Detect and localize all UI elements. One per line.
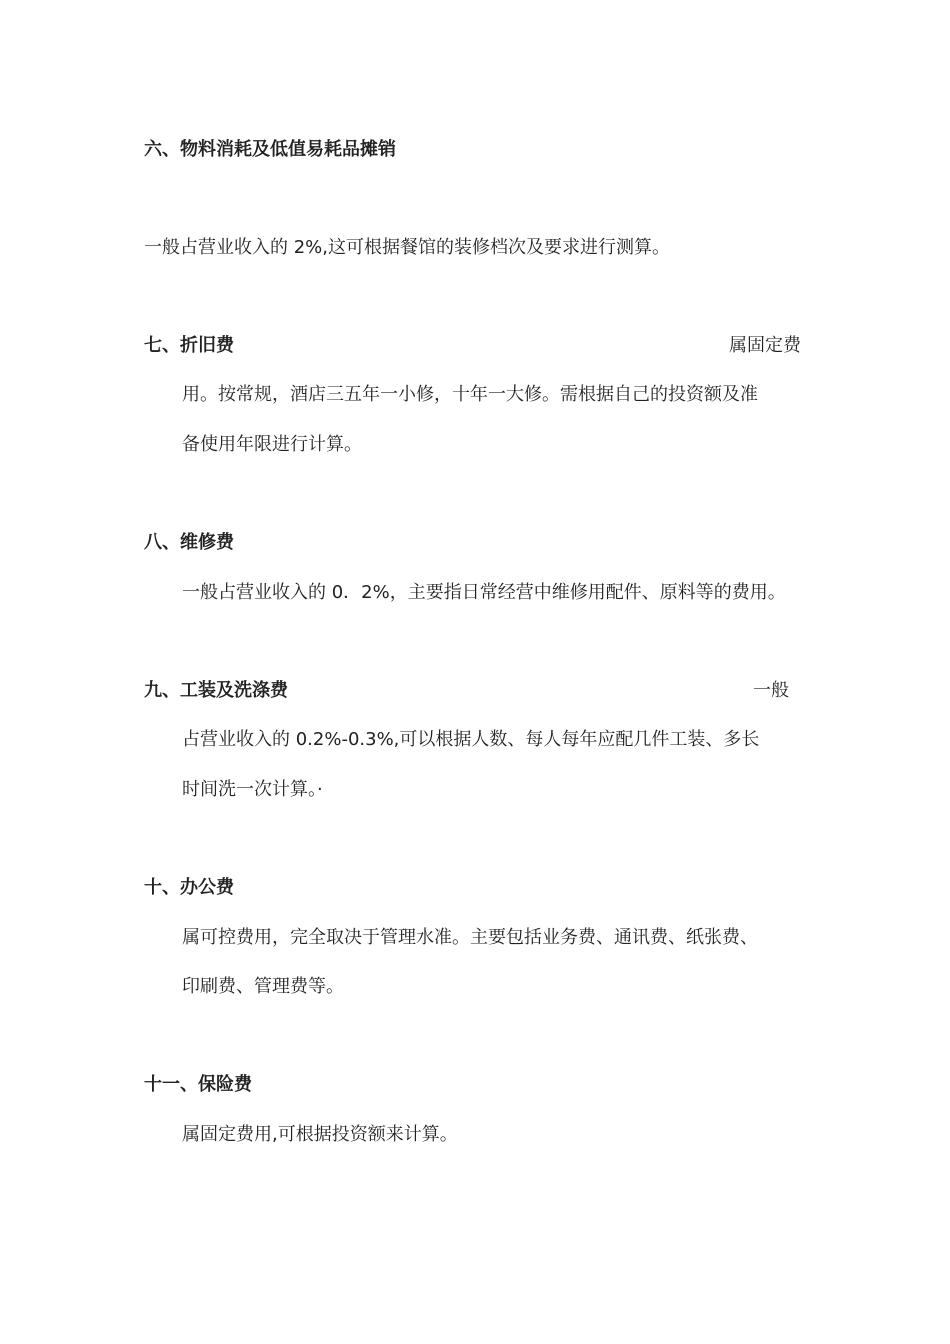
section-heading: 七、折旧费 (144, 335, 234, 356)
section-paragraph: 属固定费用,可根据投资额来计算。 (182, 1124, 458, 1145)
section-paragraph: 用。按常规，酒店三五年一小修，十年一大修。需根据自己的投资额及准 (182, 384, 758, 405)
section-heading: 十、办公费 (144, 877, 234, 898)
section-paragraph: 一般占营业收入的 0．2%，主要指日常经营中维修用配件、原料等的费用。 (182, 582, 786, 603)
section-heading: 六、物料消耗及低值易耗品摊销 (144, 139, 396, 160)
heading-tail-text: 一般 (753, 680, 789, 701)
section-paragraph: 备使用年限进行计算。 (182, 434, 362, 455)
section-heading: 八、维修费 (144, 532, 234, 553)
section-paragraph: 占营业收入的 0.2%-0.3%,可以根据人数、每人每年应配几件工装、多长 (182, 729, 760, 750)
section-paragraph: 印刷费、管理费等。 (182, 976, 344, 997)
section-heading: 十一、保险费 (144, 1074, 252, 1095)
section-heading: 九、工装及洗涤费 (144, 680, 288, 701)
section-paragraph: 一般占营业收入的 2%,这可根据餐馆的装修档次及要求进行测算。 (144, 237, 670, 258)
heading-tail-text: 属固定费 (729, 335, 801, 356)
section-paragraph: 属可控费用，完全取决于管理水准。主要包括业务费、通讯费、纸张费、 (182, 927, 758, 948)
section-paragraph: 时间洗一次计算。· (182, 779, 323, 800)
